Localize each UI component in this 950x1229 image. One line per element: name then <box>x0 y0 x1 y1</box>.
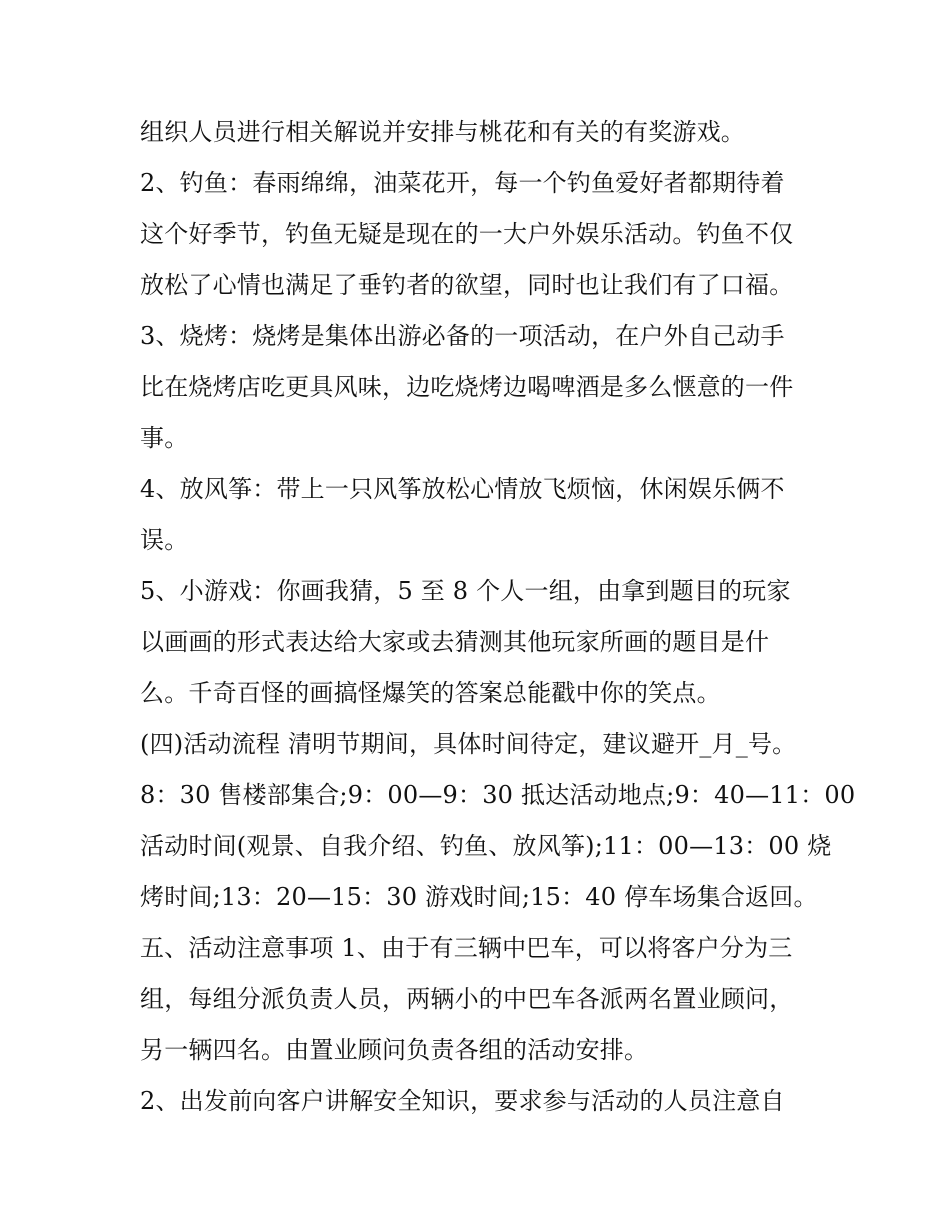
text-line: 误。 <box>140 526 189 554</box>
text-line: 这个好季节，钓鱼无疑是现在的一大户外娱乐活动。钓鱼不仅 <box>140 220 794 248</box>
text-line: 另一辆四名。由置业顾问负责各组的活动安排。 <box>140 1036 649 1064</box>
text-line: 么。千奇百怪的画搞怪爆笑的答案总能戳中你的笑点。 <box>140 679 721 707</box>
text-line: 4、放风筝：带上一只风筝放松心情放飞烦恼，休闲娱乐俩不 <box>140 475 785 503</box>
text-line: 8：30 售楼部集合;9：00—9：30 抵达活动地点;9：40—11：00 <box>140 781 856 809</box>
text-line: 2、出发前向客户讲解安全知识，要求参与活动的人员注意自 <box>140 1087 785 1115</box>
text-line: 组，每组分派负责人员，两辆小的中巴车各派两名置业顾问， <box>140 985 794 1013</box>
text-line: (四)活动流程 清明节期间，具体时间待定，建议避开_月_号。 <box>140 730 797 758</box>
text-line: 以画画的形式表达给大家或去猜测其他玩家所画的题目是什 <box>140 628 770 656</box>
text-line: 事。 <box>140 424 189 452</box>
text-line: 烤时间;13：20—15：30 游戏时间;15：40 停车场集合返回。 <box>140 883 818 911</box>
text-line: 2、钓鱼：春雨绵绵，油菜花开，每一个钓鱼爱好者都期待着 <box>140 169 785 197</box>
text-line: 比在烧烤店吃更具风味，边吃烧烤边喝啤酒是多么惬意的一件 <box>140 373 794 401</box>
text-line: 放松了心情也满足了垂钓者的欲望，同时也让我们有了口福。 <box>140 271 794 299</box>
text-line: 五、活动注意事项 1、由于有三辆中巴车，可以将客户分为三 <box>140 934 793 962</box>
text-line: 5、小游戏：你画我猜，5 至 8 个人一组，由拿到题目的玩家 <box>140 577 791 605</box>
text-line: 活动时间(观景、自我介绍、钓鱼、放风筝);11：00—13：00 烧 <box>140 832 832 860</box>
body-text <box>140 107 856 1127</box>
text-line: 3、烧烤：烧烤是集体出游必备的一项活动，在户外自己动手 <box>140 322 785 350</box>
text-line: 组织人员进行相关解说并安排与桃花和有关的有奖游戏。 <box>140 118 745 146</box>
